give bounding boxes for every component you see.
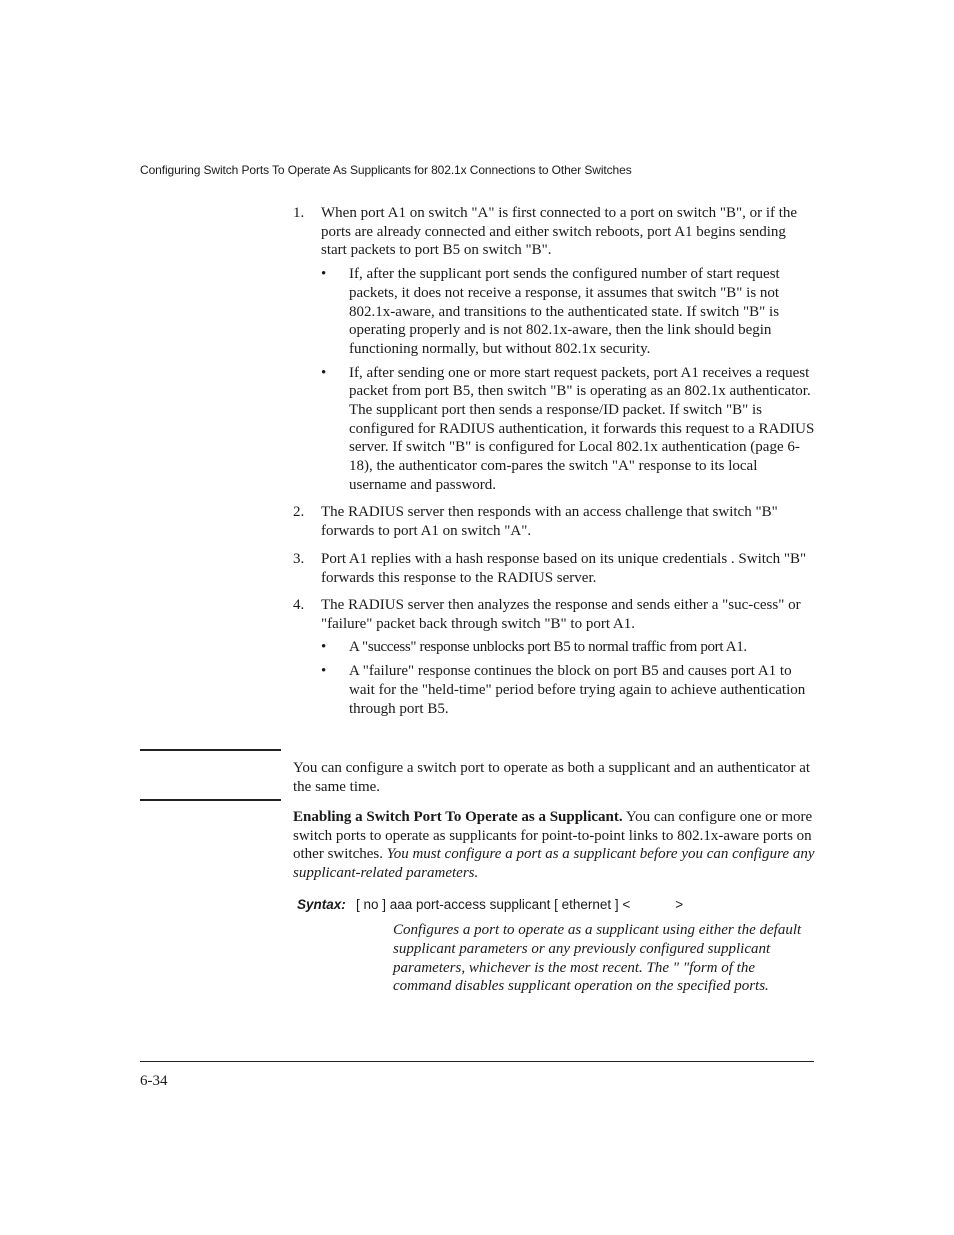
step-number: 3. bbox=[293, 551, 305, 567]
sub-bullet-item bbox=[321, 638, 815, 657]
bullet-icon: • bbox=[321, 639, 327, 656]
running-header: Configuring Switch Ports To Operate As Supplicants for 802.1x Connections to Other Switches bbox=[140, 163, 632, 177]
syntax-description: Configures a port to operate as a supplicant using either the default supplicant parameters or any previously configured supplicant parameters, whichever is the most recent. The " "form of the command disables supplicant operation on the specified ports. bbox=[393, 922, 802, 995]
sub-bullet-item bbox=[321, 662, 815, 718]
enabling-paragraph bbox=[293, 808, 815, 883]
step-number: 4. bbox=[293, 597, 305, 613]
syntax-command: [ no ] aaa port-access supplicant [ ethernet ] < > bbox=[356, 897, 684, 912]
step-text: When port A1 on switch "A" is first connected to a port on switch "B", or if the ports are already connected and either switch reboots, port A1 begins sending start packets to port B5 on switch "B". bbox=[321, 205, 798, 259]
step-text: The RADIUS server then responds with an access challenge that switch "B" forwards to port A1 on switch "A". bbox=[321, 504, 778, 539]
bullet-icon: • bbox=[321, 663, 327, 680]
note-text: You can configure a switch port to operate as both a supplicant and an authenticator at the same time. bbox=[293, 760, 811, 795]
syntax-label: Syntax: bbox=[297, 897, 346, 912]
sub-bullet-text: A "failure" response continues the block on port B5 and causes port A1 to wait for the "held-time" period before trying again to achieve authentication through port B5. bbox=[349, 663, 806, 717]
page-number: 6-34 bbox=[140, 1073, 168, 1089]
list-item-step-3 bbox=[293, 550, 815, 587]
enabling-heading: Enabling a Switch Port To Operate as a Supplicant. bbox=[293, 809, 623, 825]
sub-bullet-text: If, after the supplicant port sends the configured number of start request packets, it does not receive a response, it assumes that switch "B" is not 802.1x-aware, and transitions to the authenticated state. If switch "B" is operating properly and is not 802.1x-aware, then the link should begin functioning normally, but without 802.1x security. bbox=[349, 266, 780, 357]
list-item-step-1 bbox=[293, 204, 815, 495]
sub-bullet-text: If, after sending one or more start request packets, port A1 receives a request packet from port B5, then switch "B" is operating as an 802.1x authenticator. The supplicant port then sends a response/ID packet. If switch "B" is configured for RADIUS authentication, it forwards this request to a RADIUS server. If switch "B" is configured for Local 802.1x authentication (page 6-18), the authenticator com-pares the switch "A" response to its local username and password. bbox=[349, 364, 815, 493]
step-text: The RADIUS server then analyzes the response and sends either a "suc-cess" or "failure" packet back through switch "B" to port A1. bbox=[321, 597, 801, 632]
list-item-step-2 bbox=[293, 503, 815, 540]
sub-bullet-text: A "success" response unblocks port B5 to normal traffic from port A1. bbox=[349, 639, 747, 656]
sub-bullet-item bbox=[321, 364, 815, 495]
note-top-rule bbox=[140, 749, 281, 751]
enabling-italic-text: You must configure a port as a supplicant before you can configure any supplicant-related parameters. bbox=[293, 846, 815, 882]
bullet-icon: • bbox=[321, 364, 327, 381]
enabling-text: You can configure one or more switch ports to operate as supplicants for point-to-point links to 802.1x-aware ports on other switches. bbox=[293, 809, 813, 863]
footer-rule bbox=[140, 1061, 814, 1062]
step-number: 1. bbox=[293, 205, 305, 221]
step-text: Port A1 replies with a hash response based on its unique credentials . Switch "B" forwards this response to the RADIUS server. bbox=[321, 551, 807, 586]
bullet-icon: • bbox=[321, 266, 327, 283]
note-bottom-rule bbox=[140, 799, 281, 801]
step-number: 2. bbox=[293, 504, 305, 520]
list-item-step-4 bbox=[293, 596, 815, 718]
sub-bullet-item bbox=[321, 265, 815, 359]
